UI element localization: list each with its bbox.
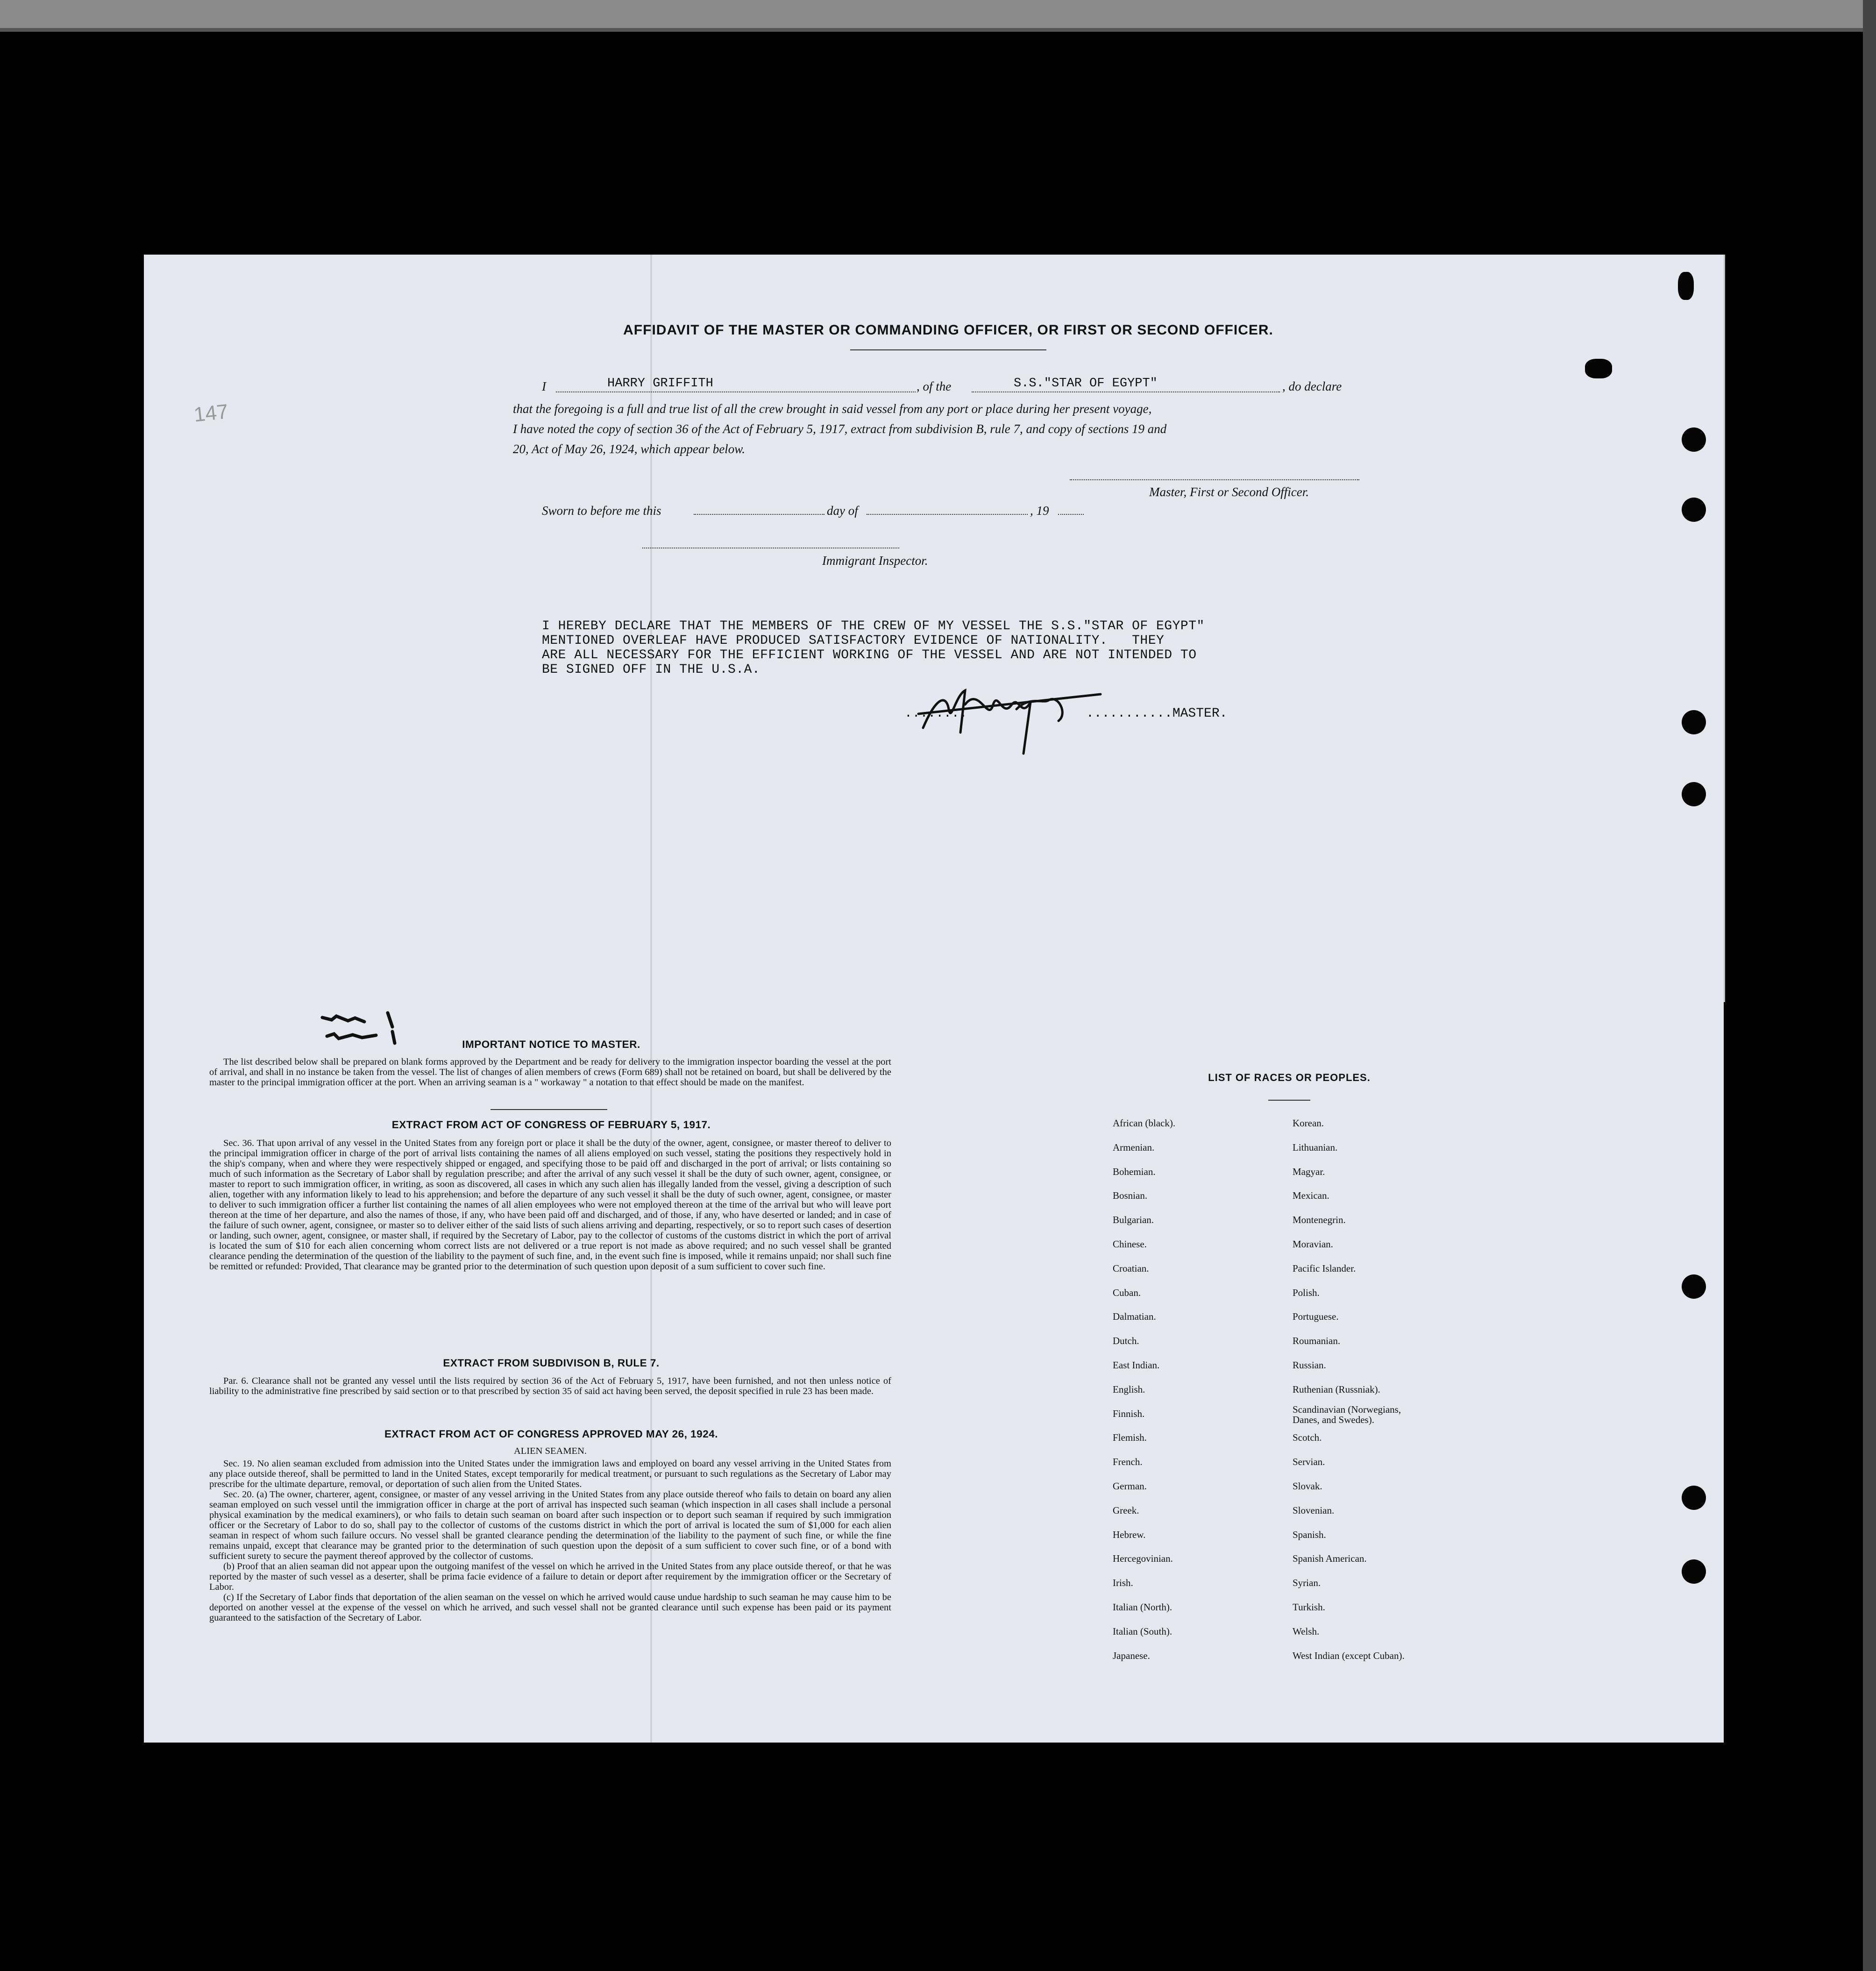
race-item: English. [1113,1383,1145,1395]
race-item: Montenegrin. [1293,1214,1346,1226]
race-item: Scandinavian (Norwegians, Danes, and Swedes). [1293,1403,1401,1425]
races-rule [1268,1100,1310,1101]
race-item: Slovak. [1293,1480,1322,1492]
film-edge-top [0,0,1876,28]
vessel-line [972,391,1280,392]
race-item: Dutch. [1113,1335,1139,1347]
affidavit-pronoun: I [542,379,546,393]
race-item: Bohemian. [1113,1166,1156,1177]
race-item: Japanese. [1113,1650,1150,1661]
section-rule [490,1109,607,1110]
race-item: Pacific Islander. [1293,1262,1356,1274]
section-36-text: Sec. 36. That upon arrival of any vessel in the United States from any foreign port or place it shall be the duty of the owner, agent, consignee, or master thereof to deliver to the principal immigration officer in charge of the port of arrival lists containing the names of all aliens employed on such vessel, stating the positions they respectively hold in the ship's company, when and where they were respectively shipped or engaged, and specifying those to be paid off and discharged in the port of arrival; or lists containing so much of such information as the Secretary of Labor shall by regulation prescribe; and after the arrival of any such vessel it shall be the duty of such owner, agent, consignee, or master to report to such immigration officer, in writing, as soon as discovered, all cases in which any such alien has illegally landed from the vessel, giving a description of such alien, together with any information likely to lead to his apprehension; and before the departure of any such vessel it shall be the duty of such owner, agent, consignee, or master to deliver to such immigration officer a further list containing the names of all alien employees who were not employed thereon at the time of the arrival but who will leave port thereon at the time of her departure, and also the names of those, if any, who have been paid off and discharged, and of those, if any, who have deserted or landed; and in case of the failure of such owner, agent, consignee, or master so to deliver either of the said lists of such aliens arriving and departing, respectively, or so to report such cases of desertion or landing, such owner, agent, consignee, or master shall, if required by the Secretary of Labor, pay to the collector of customs of the customs district in which the port of arrival is located the sum of $10 for each alien concerning whom correct lists are not delivered or a true report is not made as above required; and no such vessel shall be granted clearance pending the determination of the question of the liability to the payment of such fine, and, in the event such fine is imposed, while it remains unpaid; nor shall such fine be remitted or refunded: Provided, That clearance may be granted prior to the determination of such question upon deposit of a sum sufficient to cover such fine. [209,1138,891,1272]
master-sign-label: ...........MASTER. [1086,706,1228,721]
punch-hole [1585,359,1612,378]
master-caption: Master, First or Second Officer. [1149,485,1309,499]
ink-stamp-marks [318,1003,411,1060]
punch-hole [1682,710,1706,734]
sworn-year-line [1058,514,1084,515]
typed-declaration: I HEREBY DECLARE THAT THE MEMBERS OF THE CREW OF MY VESSEL THE S.S."STAR OF EGYPT" MENTIONED OVERLEAF HAVE PRODUCED SATISFACTORY EVIDENCE OF NATIONALITY. THEY ARE ALL NECESSARY FOR THE EFFICIENT WORKING OF THE VESSEL AND ARE NOT INTENDED TO BE SIGNED OFF IN THE U.S.A. [542,619,1205,677]
race-item: Korean. [1293,1117,1324,1129]
affidavit-line-4: 20, Act of May 26, 1924, which appear below. [513,442,745,456]
race-item: Armenian. [1113,1141,1155,1153]
section-20b-text: (b) Proof that an alien seaman did not appear upon the outgoing manifest of the vessel on which he arrived in the United States from any place outside thereof, or that he was reported by the master of such vessel as a deserter, shall be prima facie evidence of a failure to detain or deport after requirement by the immigration officer or the Secretary of Labor. [209,1561,891,1592]
sworn-label: Sworn to before me this [542,504,661,518]
signature-dots-left: ........ [904,706,967,721]
race-item: Syrian. [1293,1577,1321,1589]
races-title: LIST OF RACES OR PEOPLES. [1208,1072,1371,1083]
punch-hole [1682,1559,1706,1584]
race-item: Greek. [1113,1504,1139,1516]
race-item: Servian. [1293,1456,1325,1468]
race-item: Polish. [1293,1287,1320,1298]
punch-hole [1678,272,1694,300]
punch-hole [1682,1486,1706,1510]
notice-body [209,1057,891,1088]
act-1917-title: EXTRACT FROM ACT OF CONGRESS OF FEBRUARY 5, 1917. [391,1119,711,1131]
race-item: Hercegovinian. [1113,1553,1173,1565]
page-edge [1724,255,1725,1002]
punch-hole [1682,782,1706,806]
sworn-month-line [867,514,1028,515]
punch-hole [1682,1274,1706,1299]
race-item: Turkish. [1293,1601,1325,1613]
race-item: East Indian. [1113,1359,1160,1371]
race-item: Magyar. [1293,1166,1325,1177]
race-item: Chinese. [1113,1238,1147,1250]
film-edge-right [1863,0,1876,1971]
race-item: Irish. [1113,1577,1133,1589]
alien-seamen-heading [209,1446,891,1456]
race-item: African (black). [1113,1117,1176,1129]
race-item: French. [1113,1456,1143,1468]
title-rule [850,349,1046,350]
section-19-text: Sec. 19. No alien seaman excluded from admission into the United States under the immigration laws and employed on board any vessel arriving in the United States from any place outside thereof, shall be permitted to land in the United States, except temporarily for medical treatment, or pursuant to such regulations as the Secretary of Labor may prescribe for the ultimate departure, removal, or deportation of such alien from the United States. [209,1459,891,1489]
year-label: , 19 [1030,504,1049,518]
vessel-name: S.S."STAR OF EGYPT" [1014,377,1158,391]
of-the-label: , of the [917,379,952,393]
race-item: Finnish. [1113,1408,1145,1419]
race-item: German. [1113,1480,1147,1492]
act-1924-title: EXTRACT FROM ACT OF CONGRESS APPROVED MAY 26, 1924. [384,1428,718,1440]
paragraph-6-text: Par. 6. Clearance shall not be granted any vessel until the lists required by section 36 of the Act of February 5, 1917, have been furnished, and not then unless notice of liability to the administrative fine prescribed by said section or to that prescribed by section 35 of said act having been served, the deposit specified in rule 23 has been made. [209,1376,891,1396]
sections-1924-body [209,1459,891,1623]
rule-7-title: EXTRACT FROM SUBDIVISON B, RULE 7. [443,1357,660,1369]
race-item: Cuban. [1113,1287,1141,1298]
race-item: Bosnian. [1113,1190,1148,1202]
race-item: Italian (North). [1113,1601,1172,1613]
race-item: Roumanian. [1293,1335,1341,1347]
race-item: Hebrew. [1113,1529,1146,1540]
race-item: Ruthenian (Russniak). [1293,1383,1380,1395]
affidavit-line-3: I have noted the copy of section 36 of the Act of February 5, 1917, extract from subdivision B, rule 7, and copy of sections 19 and [513,422,1167,436]
section-20a-text: Sec. 20. (a) The owner, charterer, agent, consignee, or master of any vessel arriving in the United States from any place outside thereof who fails to detain on board any alien seaman employed on such vessel until the immigration officer in charge at the port of arrival has inspected such seaman (which inspection in all cases shall include a personal physical examination by the medical examiners), or who fails to detain such seaman on board after such inspection or to deport such seaman if required by such immigration officer or the Secretary of Labor to do so, shall pay to the collector of customs of the customs district in which the port of arrival is located the sum of $1,000 for each alien seaman in respect of whom such failure occurs. No vessel shall be granted clearance pending the determination of the liability to the payment of such fine, or while the fine remains unpaid, except that clearance may be granted prior to the determination of such question upon the deposit of a sum sufficient to cover such fine, or of a bond with sufficient surety to secure the payment thereof approved by the collector of customs. [209,1489,891,1561]
sworn-day-line [694,514,824,515]
section-20c-text: (c) If the Secretary of Labor finds that deportation of the alien seaman on the vessel on which he arrived would cause undue hardship to such seaman he may cause him to be deported on another vessel at the expense of the vessel on which he arrived, and such vessel shall not be granted clearance until such expense has been paid or its payment guaranteed to the satisfaction of the Secretary of Labor. [209,1592,891,1623]
notice-title: IMPORTANT NOTICE TO MASTER. [462,1039,640,1050]
notice-paragraph: The list described below shall be prepared on blank forms approved by the Department and be ready for delivery to the immigration inspector boarding the vessel at the port of arrival, and shall in no instance be taken from the vessel. The list of changes of alien members of crews (Form 689) shall not be retained on board, but shall be delivered by the master to the principal immigration officer at the port. When an arriving seaman is a " workaway " a notation to that effect should be made on the manifest. [209,1057,891,1088]
film-edge-line [0,28,1876,32]
affidavit-line-2: that the foregoing is a full and true list of all the crew brought in said vessel from any port or place during her present voyage, [513,402,1152,416]
race-item: Bulgarian. [1113,1214,1154,1226]
race-item: Welsh. [1293,1625,1320,1637]
affidavit-title: AFFIDAVIT OF THE MASTER OR COMMANDING OFFICER, OR FIRST OR SECOND OFFICER. [623,322,1273,338]
paragraph-6-body [209,1376,891,1396]
alien-seamen-label: ALIEN SEAMEN. [513,1446,587,1456]
race-item: Croatian. [1113,1262,1149,1274]
race-item: Spanish. [1293,1529,1326,1540]
race-item: Dalmatian. [1113,1311,1156,1323]
do-declare-label: , do declare [1282,379,1342,393]
race-item: Mexican. [1293,1190,1329,1202]
inspector-caption: Immigrant Inspector. [822,554,928,568]
race-item: Scotch. [1293,1432,1322,1444]
race-item: Spanish American. [1293,1553,1367,1565]
master-signature [904,676,1119,756]
race-item: Lithuanian. [1293,1141,1338,1153]
race-item: Russian. [1293,1359,1326,1371]
race-item: West Indian (except Cuban). [1293,1650,1405,1661]
race-item: Italian (South). [1113,1625,1172,1637]
section-36-body [209,1138,891,1272]
master-name: HARRY GRIFFITH [607,377,713,391]
name-line [556,391,916,392]
master-signature-line [1070,479,1359,480]
race-item: Portuguese. [1293,1311,1339,1323]
day-of-label: day of [827,504,858,518]
punch-hole [1682,498,1706,522]
race-item: Slovenian. [1293,1504,1335,1516]
page-number: 147 [192,400,229,427]
punch-hole [1682,427,1706,452]
race-item: Moravian. [1293,1238,1333,1250]
race-item: Flemish. [1113,1432,1147,1444]
